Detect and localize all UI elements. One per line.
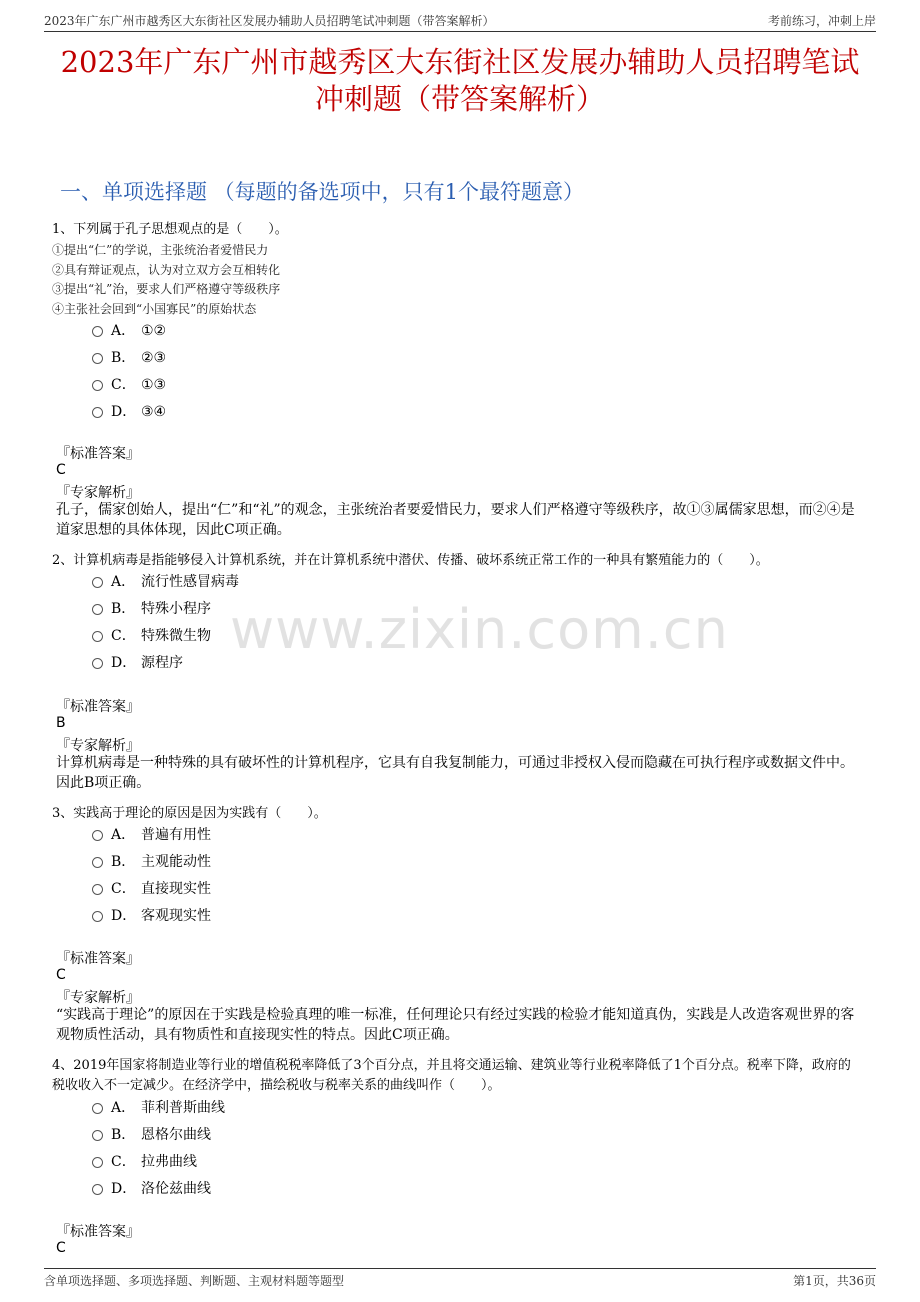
radio-icon[interactable] xyxy=(92,407,103,418)
question-1-statement-3: ③提出“礼”治，要求人们严格遵守等级秩序 xyxy=(52,282,281,296)
radio-icon[interactable] xyxy=(92,1103,103,1114)
radio-icon[interactable] xyxy=(92,631,103,642)
radio-icon[interactable] xyxy=(92,830,103,841)
radio-icon[interactable] xyxy=(92,884,103,895)
footer-note: 含单项选择题、多项选择题、判断题、主观材料题等题型 xyxy=(44,1274,345,1288)
question-2-option-c[interactable]: C． 特殊微生物 xyxy=(92,625,211,647)
question-2-option-a[interactable]: A． 流行性感冒病毒 xyxy=(92,571,239,593)
question-3-option-b[interactable]: B． 主观能动性 xyxy=(92,851,211,873)
question-1-option-b[interactable]: B． ②③ xyxy=(92,347,166,369)
watermark-text: www.zixin.com.cn xyxy=(230,598,729,661)
question-4-answer: C xyxy=(56,1240,66,1256)
question-4-option-c[interactable]: C． 拉弗曲线 xyxy=(92,1151,197,1173)
radio-icon[interactable] xyxy=(92,1184,103,1195)
question-3-option-c[interactable]: C． 直接现实性 xyxy=(92,878,211,900)
question-1-explanation: 孔子，儒家创始人，提出“仁”和“礼”的观念，主张统治者要爱惜民力，要求人们严格遵守等级秩序，故①③属儒家思想，而②④是道家思想的具体体现，因此C项正确。 xyxy=(56,502,855,538)
radio-icon[interactable] xyxy=(92,857,103,868)
question-1-option-c[interactable]: C． ①③ xyxy=(92,374,166,396)
radio-icon[interactable] xyxy=(92,380,103,391)
header-doc-title: 2023年广东广州市越秀区大东街社区发展办辅助人员招聘笔试冲刺题（带答案解析） xyxy=(44,14,495,28)
page-title xyxy=(44,44,876,118)
question-1-statement-1: ①提出“仁”的学说，主张统治者爱惜民力 xyxy=(52,243,269,257)
page-title-line1: 2023年广东广州市越秀区大东街社区发展办辅助人员招聘笔试 xyxy=(60,45,860,79)
radio-icon[interactable] xyxy=(92,1130,103,1141)
radio-icon[interactable] xyxy=(92,326,103,337)
question-3-answer: C xyxy=(56,967,66,983)
question-1-option-d[interactable]: D． ③④ xyxy=(92,401,166,423)
question-1-statement-2: ②具有辩证观点，认为对立双方会互相转化 xyxy=(52,263,281,277)
question-1-stem: 1、下列属于孔子思想观点的是（ ）。 xyxy=(52,222,288,237)
question-3-option-d[interactable]: D． 客观现实性 xyxy=(92,905,211,927)
question-4-option-d[interactable]: D． 洛伦兹曲线 xyxy=(92,1178,211,1200)
question-4-option-b[interactable]: B． 恩格尔曲线 xyxy=(92,1124,211,1146)
page-title-line2: 冲刺题（带答案解析） xyxy=(314,82,605,116)
radio-icon[interactable] xyxy=(92,353,103,364)
header-slogan: 考前练习，冲刺上岸 xyxy=(767,14,876,28)
question-1-explanation-label: 『专家解析』 xyxy=(56,485,140,501)
question-3-explanation-label: 『专家解析』 xyxy=(56,990,140,1006)
running-header xyxy=(44,12,876,30)
radio-icon[interactable] xyxy=(92,1157,103,1168)
question-1-statement-4: ④主张社会回到“小国寡民”的原始状态 xyxy=(52,302,257,316)
question-2-answer: B xyxy=(56,715,66,731)
question-2-explanation-label: 『专家解析』 xyxy=(56,738,140,754)
question-3-option-a[interactable]: A． 普遍有用性 xyxy=(92,824,211,846)
radio-icon[interactable] xyxy=(92,577,103,588)
question-3-explanation: “实践高于理论”的原因在于实践是检验真理的唯一标准，任何理论只有经过实践的检验才能知道真伪，实践是人改造客观世界的客观物质性活动，具有物质性和直接现实性的特点。因此C项正确。 xyxy=(56,1007,855,1043)
header-divider xyxy=(44,31,876,32)
question-3-stem: 3、实践高于理论的原因是因为实践有（ ）。 xyxy=(52,806,327,821)
question-2-stem: 2、计算机病毒是指能够侵入计算机系统，并在计算机系统中潜伏、传播、破坏系统正常工作的一种具有繁殖能力的（ ）。 xyxy=(52,553,769,568)
question-2-explanation: 计算机病毒是一种特殊的具有破坏性的计算机程序，它具有自我复制能力，可通过非授权入侵而隐藏在可执行程序或数据文件中。因此B项正确。 xyxy=(56,755,854,791)
question-2-option-b[interactable]: B． 特殊小程序 xyxy=(92,598,211,620)
page-number: 第1页，共36页 xyxy=(793,1274,876,1288)
question-1-option-a[interactable]: A． ①② xyxy=(92,320,166,342)
question-3-answer-label: 『标准答案』 xyxy=(56,951,140,967)
question-1-answer: C xyxy=(56,462,66,478)
question-4-stem: 4、2019年国家将制造业等行业的增值税税率降低了3个百分点，并且将交通运输、建筑业等行业税率降低了1个百分点。税率下降，政府的税收收入不一定减少。在经济学中，描绘税收与税率关系的曲线叫作（ ）。 xyxy=(52,1058,851,1093)
question-2-answer-label: 『标准答案』 xyxy=(56,699,140,715)
radio-icon[interactable] xyxy=(92,604,103,615)
question-2-option-d[interactable]: D． 源程序 xyxy=(92,652,183,674)
radio-icon[interactable] xyxy=(92,911,103,922)
radio-icon[interactable] xyxy=(92,658,103,669)
section-heading: 一、单项选择题 （每题的备选项中，只有1个最符题意） xyxy=(60,180,585,204)
question-4-option-a[interactable]: A． 菲利普斯曲线 xyxy=(92,1097,225,1119)
question-1-answer-label: 『标准答案』 xyxy=(56,446,140,462)
question-4-answer-label: 『标准答案』 xyxy=(56,1224,140,1240)
footer-divider xyxy=(44,1268,876,1269)
